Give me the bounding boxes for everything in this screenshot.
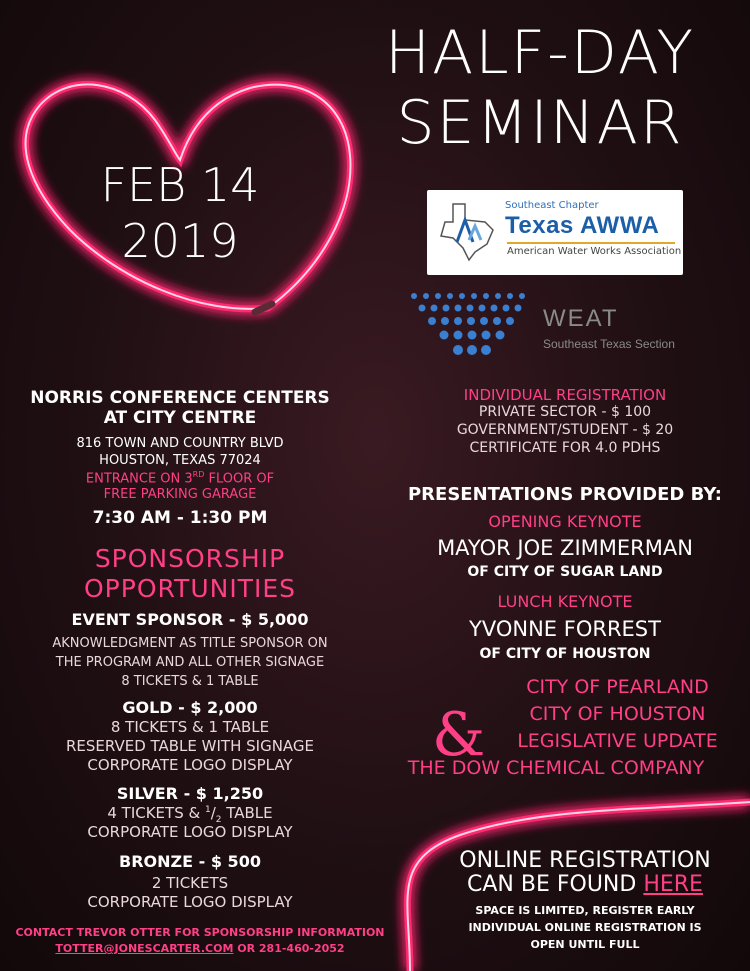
- online-line1: ONLINE REGISTRATION: [459, 848, 711, 873]
- event-year: 2019: [121, 214, 239, 268]
- opening-keynote-label: OPENING KEYNOTE: [488, 512, 642, 531]
- contact-email-link[interactable]: TOTTER@JONESCARTER.COM: [55, 942, 234, 955]
- awwa-divider: [507, 242, 675, 244]
- event-time: 7:30 AM - 1:30 PM: [92, 508, 268, 528]
- venue-name-line1: NORRIS CONFERENCE CENTERS: [30, 388, 330, 408]
- venue-entrance-line1: [20, 470, 340, 486]
- venue-address-line2: HOUSTON, TEXAS 77024: [99, 453, 261, 468]
- weat-dots-icon: [408, 290, 528, 365]
- silver-line1-prefix: 4 TICKETS &: [107, 804, 205, 822]
- silver-line1-suffix: TABLE: [221, 804, 273, 822]
- silver-fraction-numerator: 1: [204, 805, 211, 815]
- online-line2-prefix: CAN BE FOUND: [467, 872, 644, 897]
- online-note2: INDIVIDUAL ONLINE REGISTRATION IS: [468, 921, 702, 934]
- registration-heading: INDIVIDUAL REGISTRATION: [463, 386, 667, 404]
- contact-phone: OR 281-460-2052: [233, 942, 345, 955]
- venue-address-line1: 816 TOWN AND COUNTRY BLVD: [76, 436, 284, 451]
- opening-keynote-name: MAYOR JOE ZIMMERMAN: [437, 536, 693, 560]
- entrance-prefix: ENTRANCE ON 3: [85, 471, 193, 487]
- entrance-sup: RD: [192, 470, 205, 479]
- awwa-chapter: Southeast Chapter: [505, 200, 599, 211]
- lunch-keynote-org: OF CITY OF HOUSTON: [479, 646, 651, 662]
- event-sponsor-line1: AKNOWLEDGMENT AS TITLE SPONSOR ON: [52, 636, 328, 651]
- presenter-legislative: LEGISLATIVE UPDATE: [517, 730, 718, 752]
- event-sponsor-title: EVENT SPONSOR - $ 5,000: [71, 610, 309, 629]
- registration-government: GOVERNMENT/STUDENT - $ 20: [456, 422, 674, 438]
- entrance-suffix: FLOOR OF: [204, 471, 275, 487]
- awwa-name: Texas AWWA: [505, 212, 660, 239]
- online-line2: [420, 872, 750, 897]
- awwa-subtitle: American Water Works Association: [507, 246, 682, 257]
- bronze-line1: 2 TICKETS: [151, 874, 229, 892]
- ampersand: &: [432, 700, 486, 770]
- lunch-keynote-name: YVONNE FORREST: [469, 617, 661, 641]
- sponsorship-heading-line2: OPPORTUNITIES: [83, 574, 296, 603]
- weat-subtitle: Southeast Texas Section: [543, 337, 675, 351]
- texas-map-icon: [435, 200, 497, 262]
- contact-line2: [4, 942, 396, 955]
- texas-awwa-logo: [427, 190, 683, 275]
- presenter-pearland: CITY OF PEARLAND: [526, 676, 709, 698]
- online-note1: SPACE IS LIMITED, REGISTER EARLY: [475, 904, 695, 917]
- weat-name: WEAT: [543, 305, 619, 332]
- silver-fraction-denominator: 2: [215, 815, 222, 825]
- event-sponsor-line2: THE PROGRAM AND ALL OTHER SIGNAGE: [55, 655, 325, 670]
- event-sponsor-line3: 8 TICKETS & 1 TABLE: [121, 674, 259, 689]
- bronze-title: BRONZE - $ 500: [119, 852, 261, 871]
- opening-keynote-org: OF CITY OF SUGAR LAND: [467, 564, 663, 580]
- contact-line1: CONTACT TREVOR OTTER FOR SPONSORSHIP INFORMATION: [15, 926, 385, 939]
- bronze-line2: CORPORATE LOGO DISPLAY: [87, 893, 293, 911]
- silver-title: SILVER - $ 1,250: [116, 784, 264, 803]
- registration-private: PRIVATE SECTOR - $ 100: [478, 404, 652, 420]
- sponsorship-heading-line1: SPONSORSHIP: [94, 544, 286, 573]
- gold-line2: RESERVED TABLE WITH SIGNAGE: [65, 737, 315, 755]
- venue-entrance-line2: FREE PARKING GARAGE: [103, 487, 257, 502]
- event-date: FEB 14: [100, 158, 260, 212]
- gold-line1: 8 TICKETS & 1 TABLE: [110, 718, 270, 736]
- silver-line1: 4 TICKETS & $^1/_2$ TABLE: [107, 804, 273, 825]
- title-line2: SEMINAR: [396, 88, 684, 158]
- lunch-keynote-label: LUNCH KEYNOTE: [497, 592, 633, 611]
- registration-certificate: CERTIFICATE FOR 4.0 PDHS: [469, 440, 661, 456]
- gold-line3: CORPORATE LOGO DISPLAY: [87, 756, 293, 774]
- venue-name-line2: AT CITY CENTRE: [103, 408, 257, 428]
- presenter-houston: CITY OF HOUSTON: [529, 703, 706, 725]
- presentations-heading: PRESENTATIONS PROVIDED BY:: [407, 484, 722, 505]
- silver-line2: CORPORATE LOGO DISPLAY: [87, 823, 293, 841]
- presenter-dow: THE DOW CHEMICAL COMPANY: [407, 757, 705, 779]
- gold-title: GOLD - $ 2,000: [122, 698, 258, 717]
- online-here-link[interactable]: HERE: [643, 872, 703, 897]
- online-note3: OPEN UNTIL FULL: [530, 938, 640, 951]
- title-line1: HALF-DAY: [385, 18, 695, 88]
